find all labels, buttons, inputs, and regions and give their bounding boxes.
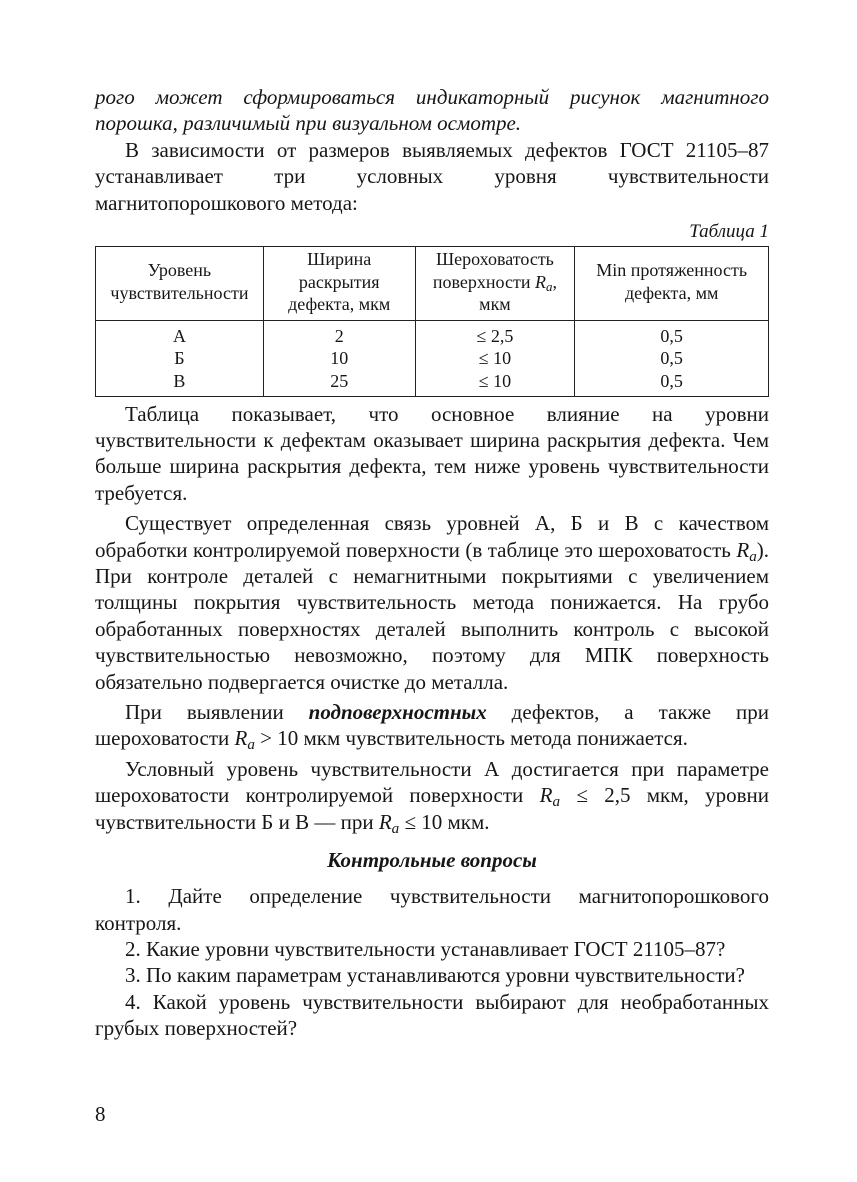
cell-level: А (96, 320, 264, 347)
header-min-length: Min протяженность дефекта, мм (575, 247, 769, 321)
cell-width: 10 (263, 347, 415, 370)
table-row (96, 347, 769, 370)
cell-level: Б (96, 347, 264, 370)
paragraph-surface-quality: Существует определенная связь уровней А, Б и В с качеством обработки контролируемой поверхности (в таблице это шероховатость $R_a$). При контроле деталей с немагнитными покрытиями с увеличением толщины покрытия чувствительность метода понижается. На грубо обработанных поверхностях деталей выполнить контроль с высокой чувствительностью невозможно, поэтому для МПК поверхность обязательно подвергается очистке до металла. (95, 511, 769, 694)
cell-min-length: 0,5 (575, 320, 769, 347)
section-heading: Контрольные вопросы (327, 848, 537, 873)
cell-width: 25 (263, 370, 415, 396)
question-item: 2. Какие уровни чувствительности устанавливает ГОСТ 21105–87? (125, 936, 726, 961)
paragraph-gost-levels: В зависимости от размеров выявляемых дефектов ГОСТ 21105–87 устанавливает три условных уровня чувствительности магнитопорошкового метода: (95, 137, 769, 215)
cell-level: В (96, 370, 264, 396)
paragraph-table-summary: Таблица показывает, что основное влияние на уровни чувствительности к дефектам оказывает ширина раскрытия дефекта. Чем больше ширина раскрытия дефекта, тем ниже уровень чувствительности требуется. (95, 401, 769, 505)
header-level: Уровень чувствительности (96, 247, 264, 321)
cell-width: 2 (263, 320, 415, 347)
header-roughness: Шероховатость поверхности $R_a$, мкм (415, 247, 575, 321)
table-header-row (96, 247, 769, 321)
header-width: Ширина раскрытия дефекта, мкм (263, 247, 415, 321)
page-content (95, 84, 769, 1042)
cell-min-length: 0,5 (575, 347, 769, 370)
cell-roughness: ≤ 10 (415, 370, 575, 396)
paragraph-subsurface: При выявлении подповерхностных дефектов, а также при шероховатости $R_a > 10$ мкм чувствительность метода понижается. (95, 700, 769, 754)
page-number: 8 (95, 1102, 106, 1126)
paragraph-level-conditions: Условный уровень чувствительности А достигается при параметре шероховатости контролируемой поверхности $R_a \le 2,5$ мкм, уровни чувствительности Б и В — при $R_a \le 10$ мкм. (95, 756, 770, 837)
intro-paragraph: рого может сформироваться индикаторный рисунок магнитного порошка, различимый при визуальном осмотре. (95, 85, 769, 136)
question-item: 4. Какой уровень чувствительности выбирают для необработанных грубых поверхностей? (95, 989, 769, 1041)
cell-min-length: 0,5 (575, 370, 769, 396)
table-row (96, 320, 769, 347)
table-caption: Таблица 1 (689, 221, 769, 243)
question-item: 3. По каким параметрам устанавливаются уровни чувствительности? (125, 963, 745, 988)
cell-roughness: ≤ 10 (415, 347, 575, 370)
table-row (96, 370, 769, 396)
sensitivity-table (95, 246, 769, 397)
question-item: 1. Дайте определение чувствительности магнитопорошкового контроля. (95, 884, 769, 935)
cell-roughness: ≤ 2,5 (415, 320, 575, 347)
